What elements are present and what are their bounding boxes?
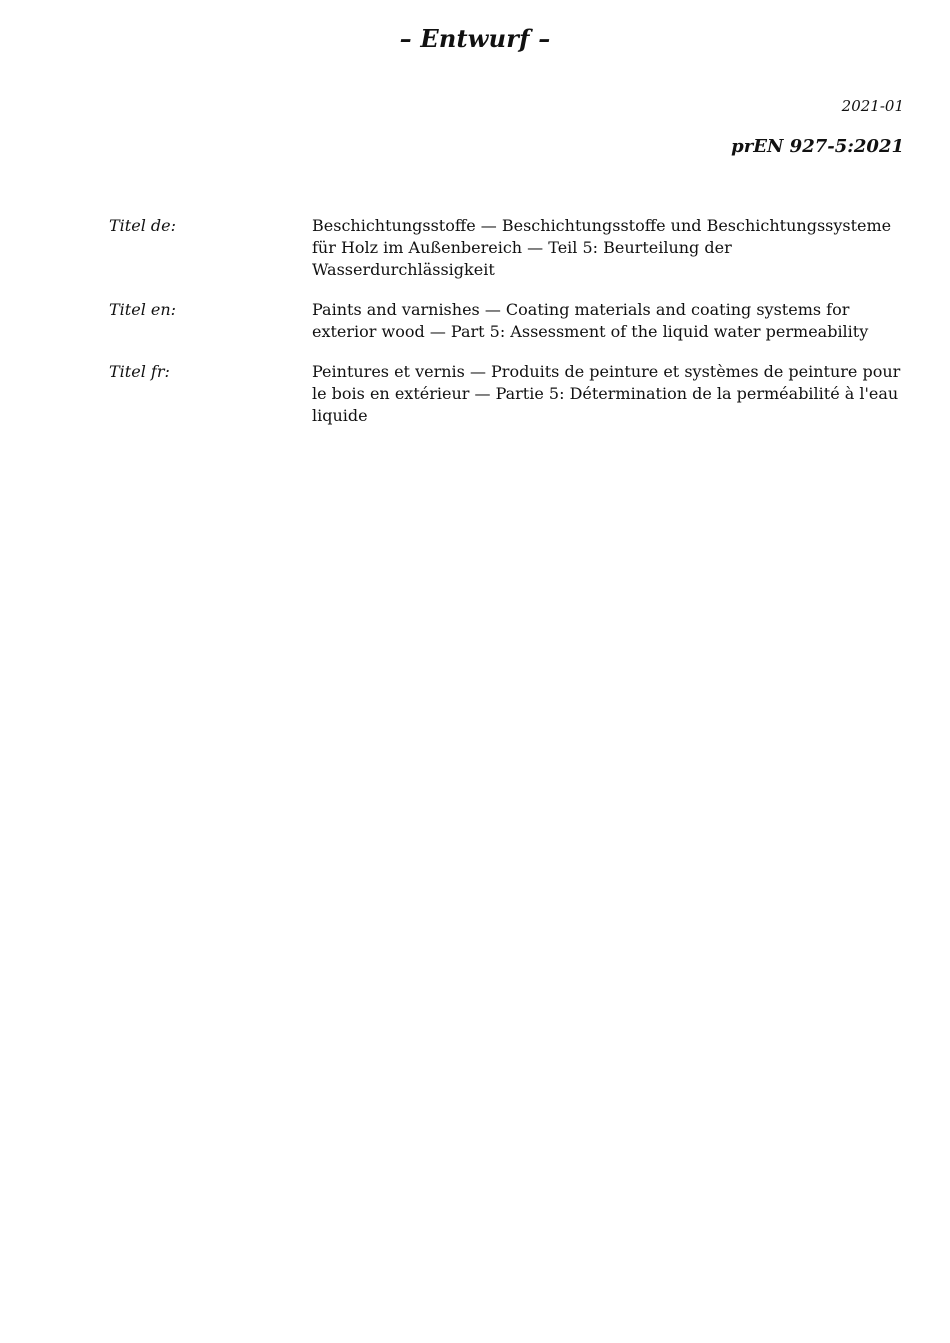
draft-heading: – Entwurf – xyxy=(399,24,551,53)
title-text-en: Paints and varnishes — Coating materials and coating systems for exterior wood — Part 5: Assessment of the liquid water permeability xyxy=(312,300,869,341)
document-date: 2021-01 xyxy=(841,97,904,115)
title-label-en: Titel en: xyxy=(109,300,177,319)
title-row-en xyxy=(109,299,904,343)
title-row-fr xyxy=(109,361,904,427)
title-row-de xyxy=(109,215,904,281)
document-number: prEN 927-5:2021 xyxy=(731,136,904,157)
title-text-de: Beschichtungsstoffe — Beschichtungsstoffe und Beschichtungssysteme für Holz im Außenbereich — Teil 5: Beurteilung der Wasserdurchlässigkeit xyxy=(312,216,892,279)
title-label-fr: Titel fr: xyxy=(109,362,170,381)
title-text-fr: Peintures et vernis — Produits de peinture et systèmes de peinture pour le bois en extérieur — Partie 5: Détermination de la perméabilité à l'eau liquide xyxy=(312,362,901,425)
title-label-de: Titel de: xyxy=(109,216,176,235)
title-list xyxy=(109,215,904,445)
